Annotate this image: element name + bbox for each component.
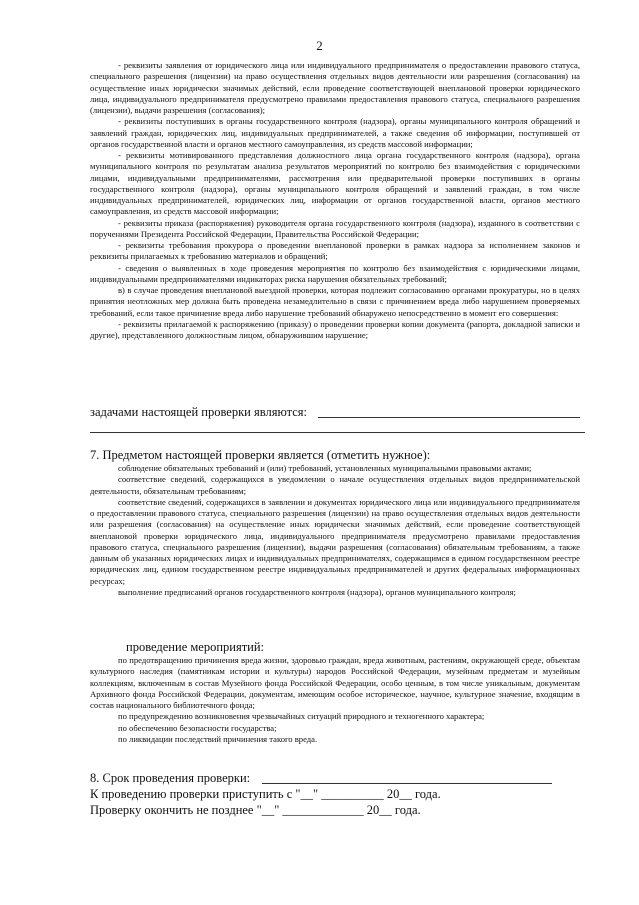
tasks-fill-line-2 xyxy=(90,432,585,433)
tasks-fill-line xyxy=(318,417,580,418)
paragraph: - реквизиты прилагаемой к распоряжению (приказу) о проведении проверки копии документа (рапорта, докладной записки и другие), представленного должностным лицом, обнаружившим нарушение; xyxy=(90,318,580,340)
paragraph: - реквизиты требования прокурора о проведении внеплановой проверки в рамках надзора за исполнением законов и реквизиты прилагаемых к требованию материалов и обращений; xyxy=(90,240,580,262)
term-fill-line xyxy=(262,783,552,784)
grounds-list xyxy=(90,60,580,341)
paragraph: соблюдение обязательных требований и (или) требований, установленных муниципальными правовыми актами; xyxy=(118,463,532,473)
paragraph: - сведения о выявленных в ходе проведения мероприятия по контролю без взаимодействия с юридическими лицами, индивидуальными предпринимателями индикаторах риска нарушения обязательных требований; xyxy=(90,262,580,284)
paragraph: соответствие сведений, содержащихся в уведомлении о начале осуществления отдельных видов предпринимательской деятельности, обязательным требованиям; xyxy=(90,474,580,496)
page-number: 2 xyxy=(316,38,323,53)
section7-heading: 7. Предметом настоящей проверки является (отметить нужное): xyxy=(90,448,431,462)
start-date-line: К проведению проверки приступить с "__" __________ 20__ года. xyxy=(90,787,441,801)
paragraph: по предупреждению возникновения чрезвычайных ситуаций природного и техногенного характера; xyxy=(118,711,485,722)
paragraph: по предотвращению причинения вреда жизни, здоровью граждан, вреда животным, растениям, окружающей среде, объектам культурного наследия (памятникам истории и культуры) народов Российской Федерации, музейным предметам и музейным коллекциям, включенным в состав Музейного фонда Российской Федерации, особо ценным, в том числе уникальным, документам Архивного фонда Российской Федерации, документам, имеющим особое историческое, научное, культурное значение, входящим в состав национального библиотечного фонда; xyxy=(90,655,580,710)
paragraph: по ликвидации последствий причинения такого вреда. xyxy=(118,733,318,744)
measures-label: проведение мероприятий: xyxy=(126,640,265,654)
paragraph: соответствие сведений, содержащихся в заявлении и документах юридического лица или индивидуального предпринимателя о предоставлении правового статуса, специального разрешения (лицензии) на право осуществления отдельных видов деятельности или разрешения (согласования) на осуществление иных юридически значимых действий, если проведение соответствующей внеплановой проверки юридического лица, индивидуального предпринимателя предусмотрено правилами предоставления правового статуса, специального разрешения (лицензии), выдачи разрешения (согласования) обязательным требованиям, а также данным об указанных юридических лицах и индивидуальных предпринимателях, содержащимся в едином государственном реестре юридических лиц, едином государственном реестре индивидуальных предпринимателей и других федеральных информационных ресурсах; xyxy=(90,496,580,586)
inspection-subject-list xyxy=(90,463,580,598)
paragraph: выполнение предписаний органов государственного контроля (надзора), органов муниципального контроля; xyxy=(118,586,516,597)
paragraph: - реквизиты заявления от юридического лица или индивидуального предпринимателя о предоставлении правового статуса, специального разрешения (лицензии) на право осуществления отдельных видов деятельности или разрешения (согласования) на осуществление иных юридически значимых действий, если проведение соответствующей внеплановой проверки юридического лица, индивидуального предпринимателя предусмотрено правилами предоставления правового статуса, специального разрешения (лицензии), выдачи разрешения (согласования); xyxy=(90,60,580,115)
end-date-line: Проверку окончить не позднее "__" _____________ 20__ года. xyxy=(90,803,421,817)
paragraph: - реквизиты мотивированного представления должностного лица органа государственного контроля (надзора), органа муниципального контроля по результатам анализа результатов мероприятий по контролю без взаимодействия с юридическими лицами, индивидуальными предпринимателями, рассмотрения или предварительной проверки поступивших в органы государственного контроля (надзора), органы муниципального контроля обращений и заявлений граждан, в том числе индивидуальных предпринимателей, юридических лиц, информации от органов государственной власти, органов местного самоуправления, из средств массовой информации; xyxy=(90,150,580,217)
tasks-label: задачами настоящей проверки являются: xyxy=(90,405,308,419)
measures-list xyxy=(90,655,580,745)
paragraph: по обеспечению безопасности государства; xyxy=(118,722,277,733)
paragraph: в) в случае проведения внеплановой выездной проверки, которая подлежит согласованию органами прокуратуры, но в целях принятия неотложных мер должна быть проведена незамедлительно в связи с причинением вреда либо нарушением проверяемых требований, если такое причинение вреда либо нарушение требований обнаружено непосредственно в момент его совершения: xyxy=(90,285,580,318)
paragraph: - реквизиты поступивших в органы государственного контроля (надзора), органы муниципального контроля обращений и заявлений граждан, юридических лиц, индивидуальных предпринимателей, а также сведения об информации, поступившей от органов государственной власти и органов местного самоуправления, из средств массовой информации; xyxy=(90,116,580,149)
section8-heading: 8. Срок проведения проверки: xyxy=(90,771,251,785)
paragraph: - реквизиты приказа (распоряжения) руководителя органа государственного контроля (надзора), изданного в соответствии с поручениями Президента Российской Федерации, Правительства Российской Федерации; xyxy=(90,217,580,239)
